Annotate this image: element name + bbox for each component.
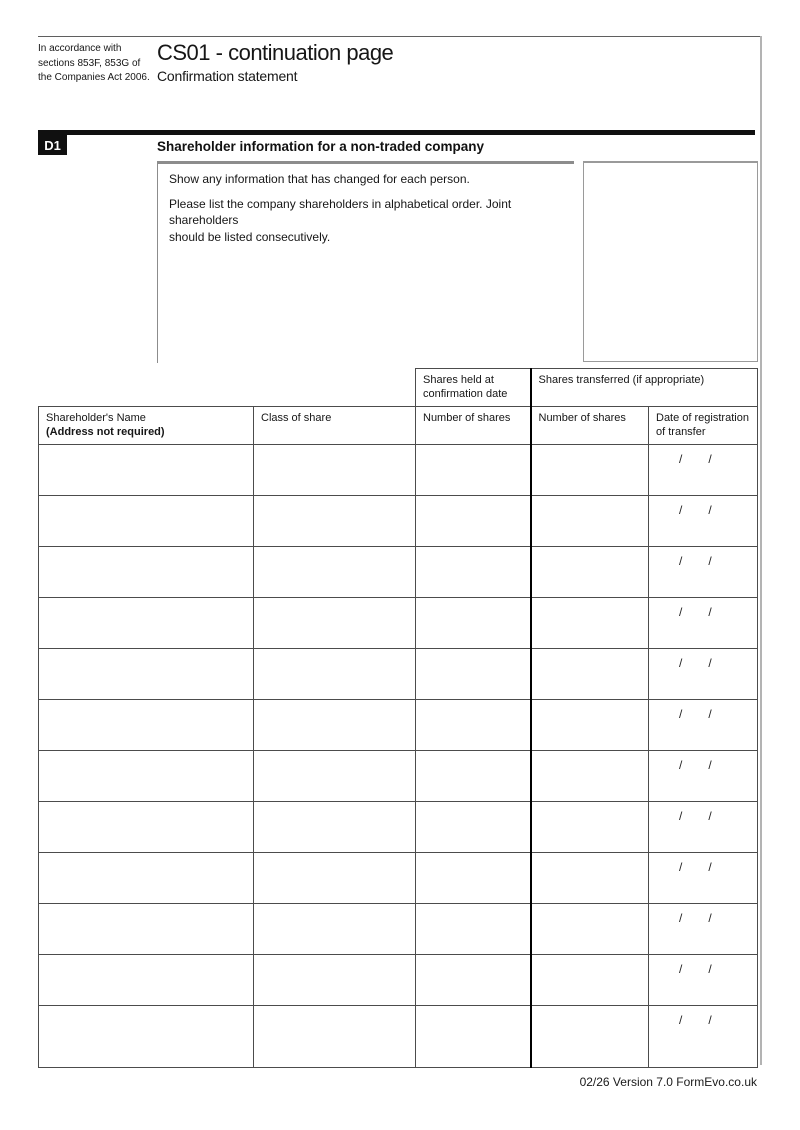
shareholder-name-cell[interactable] (39, 802, 254, 853)
class-of-share-cell[interactable] (254, 1006, 416, 1068)
date-separators (656, 705, 750, 722)
shares-transferred-cell[interactable] (531, 802, 649, 853)
date-separators (656, 1011, 750, 1028)
date-separator-slash: / (679, 758, 683, 772)
shares-transferred-cell[interactable] (531, 547, 649, 598)
transfer-date-cell[interactable] (649, 496, 758, 547)
class-of-share-cell[interactable] (254, 853, 416, 904)
shares-transferred-cell[interactable] (531, 598, 649, 649)
date-separators (656, 654, 750, 671)
shareholder-name-cell[interactable] (39, 547, 254, 598)
date-separator-slash: / (679, 962, 683, 976)
date-separator-slash: / (679, 809, 683, 823)
shares-held-cell[interactable] (416, 649, 531, 700)
date-separator-slash: / (708, 503, 712, 517)
shares-held-cell[interactable] (416, 445, 531, 496)
shareholder-name-cell[interactable] (39, 904, 254, 955)
table-row (39, 853, 758, 904)
shares-held-cell[interactable] (416, 700, 531, 751)
shares-held-cell[interactable] (416, 496, 531, 547)
shares-held-cell[interactable] (416, 802, 531, 853)
shares-held-cell[interactable] (416, 598, 531, 649)
shares-transferred-cell[interactable] (531, 904, 649, 955)
class-of-share-cell[interactable] (254, 496, 416, 547)
column-header-shares-transferred: Number of shares (531, 407, 649, 445)
date-separator-slash: / (679, 911, 683, 925)
legal-note-line: sections 853F, 853G of (38, 57, 141, 69)
shares-transferred-cell[interactable] (531, 649, 649, 700)
class-of-share-cell[interactable] (254, 904, 416, 955)
date-separator-slash: / (679, 1013, 683, 1027)
shares-held-cell[interactable] (416, 853, 531, 904)
date-separators (656, 756, 750, 773)
transfer-date-cell[interactable] (649, 700, 758, 751)
section-divider-bar (38, 130, 755, 135)
legal-note-line: In accordance with (38, 43, 122, 54)
shares-held-cell[interactable] (416, 547, 531, 598)
date-separator-slash: / (708, 911, 712, 925)
shareholder-name-cell[interactable] (39, 700, 254, 751)
date-separators (656, 858, 750, 875)
table-row (39, 802, 758, 853)
table-row (39, 598, 758, 649)
table-group-header-row (39, 369, 758, 407)
shares-held-cell[interactable] (416, 751, 531, 802)
date-separator-slash: / (679, 707, 683, 721)
table-row (39, 751, 758, 802)
group-header-shares-held: Shares held at confirmation date (416, 369, 531, 407)
date-separators (656, 909, 750, 926)
transfer-date-cell[interactable] (649, 649, 758, 700)
column-header-shareholder-name: Shareholder's Name (Address not required) (39, 407, 254, 445)
date-separator-slash: / (708, 758, 712, 772)
date-separator-slash: / (679, 554, 683, 568)
section-badge-d1: D1 (38, 135, 67, 155)
date-separator-slash: / (708, 656, 712, 670)
class-of-share-cell[interactable] (254, 955, 416, 1006)
shares-transferred-cell[interactable] (531, 700, 649, 751)
shares-held-cell[interactable] (416, 955, 531, 1006)
legal-note-line: the Companies Act 2006. (38, 72, 150, 83)
date-separators (656, 552, 750, 569)
class-of-share-cell[interactable] (254, 547, 416, 598)
date-separator-slash: / (708, 1013, 712, 1027)
legal-note (38, 42, 150, 86)
transfer-date-cell[interactable] (649, 1006, 758, 1068)
date-separator-slash: / (679, 860, 683, 874)
date-separator-slash: / (708, 452, 712, 466)
date-separator-slash: / (679, 452, 683, 466)
table-row (39, 496, 758, 547)
date-separators (656, 807, 750, 824)
date-separator-slash: / (708, 707, 712, 721)
transfer-date-cell[interactable] (649, 547, 758, 598)
shares-transferred-cell[interactable] (531, 1006, 649, 1068)
transfer-date-cell[interactable] (649, 955, 758, 1006)
date-separator-slash: / (708, 605, 712, 619)
date-separator-slash: / (708, 554, 712, 568)
group-header-shares-transferred: Shares transferred (if appropriate) (531, 369, 758, 407)
date-separator-slash: / (708, 860, 712, 874)
date-separators (656, 960, 750, 977)
date-separators (656, 450, 750, 467)
transfer-date-cell[interactable] (649, 751, 758, 802)
date-separator-slash: / (679, 503, 683, 517)
table-row (39, 649, 758, 700)
transfer-date-cell[interactable] (649, 904, 758, 955)
class-of-share-cell[interactable] (254, 751, 416, 802)
top-horizontal-rule (38, 36, 762, 37)
date-separator-slash: / (679, 656, 683, 670)
shareholder-name-cell[interactable] (39, 751, 254, 802)
class-of-share-cell[interactable] (254, 598, 416, 649)
date-separator-slash: / (708, 962, 712, 976)
date-separators (656, 501, 750, 518)
table-column-header-row (39, 407, 758, 445)
table-row (39, 1006, 758, 1068)
shares-transferred-cell[interactable] (531, 955, 649, 1006)
shareholder-name-cell[interactable] (39, 955, 254, 1006)
right-margin-rule (760, 36, 762, 1065)
shares-transferred-cell[interactable] (531, 853, 649, 904)
column-header-shares-held: Number of shares (416, 407, 531, 445)
instruction-paragraph: Show any information that has changed for each person. (169, 172, 470, 186)
shares-transferred-cell[interactable] (531, 445, 649, 496)
transfer-date-cell[interactable] (649, 802, 758, 853)
shareholder-name-cell[interactable] (39, 445, 254, 496)
shares-held-cell[interactable] (416, 904, 531, 955)
instructions-panel (157, 161, 574, 363)
shareholder-name-cell[interactable] (39, 853, 254, 904)
table-row (39, 904, 758, 955)
shares-held-cell[interactable] (416, 1006, 531, 1068)
group-header-spacer (39, 369, 416, 407)
shares-transferred-cell[interactable] (531, 496, 649, 547)
form-title: CS01 - continuation page (157, 40, 394, 65)
class-of-share-cell[interactable] (254, 649, 416, 700)
transfer-date-cell[interactable] (649, 445, 758, 496)
table-row (39, 445, 758, 496)
shareholder-name-cell[interactable] (39, 598, 254, 649)
table-row (39, 955, 758, 1006)
date-separator-slash: / (708, 809, 712, 823)
date-separators (656, 603, 750, 620)
transfer-date-cell[interactable] (649, 853, 758, 904)
table-row (39, 700, 758, 751)
instruction-paragraph: Please list the company shareholders in alphabetical order. Joint shareholders should be listed consecutively. (169, 196, 512, 244)
shareholder-table (38, 368, 758, 1068)
transfer-date-cell[interactable] (649, 598, 758, 649)
shareholder-name-cell[interactable] (39, 496, 254, 547)
column-header-class-of-share: Class of share (254, 407, 416, 445)
date-separator-slash: / (679, 605, 683, 619)
form-subtitle: Confirmation statement (157, 68, 298, 84)
footer-version: 02/26 Version 7.0 FormEvo.co.uk (579, 1075, 757, 1089)
shareholder-name-cell[interactable] (39, 1006, 254, 1068)
class-of-share-cell[interactable] (254, 700, 416, 751)
column-header-transfer-date: Date of registration of transfer (649, 407, 758, 445)
shares-transferred-cell[interactable] (531, 751, 649, 802)
section-title: Shareholder information for a non-traded company (157, 139, 485, 154)
blank-side-box (583, 161, 758, 362)
shareholder-name-cell[interactable] (39, 649, 254, 700)
class-of-share-cell[interactable] (254, 445, 416, 496)
table-row (39, 547, 758, 598)
class-of-share-cell[interactable] (254, 802, 416, 853)
